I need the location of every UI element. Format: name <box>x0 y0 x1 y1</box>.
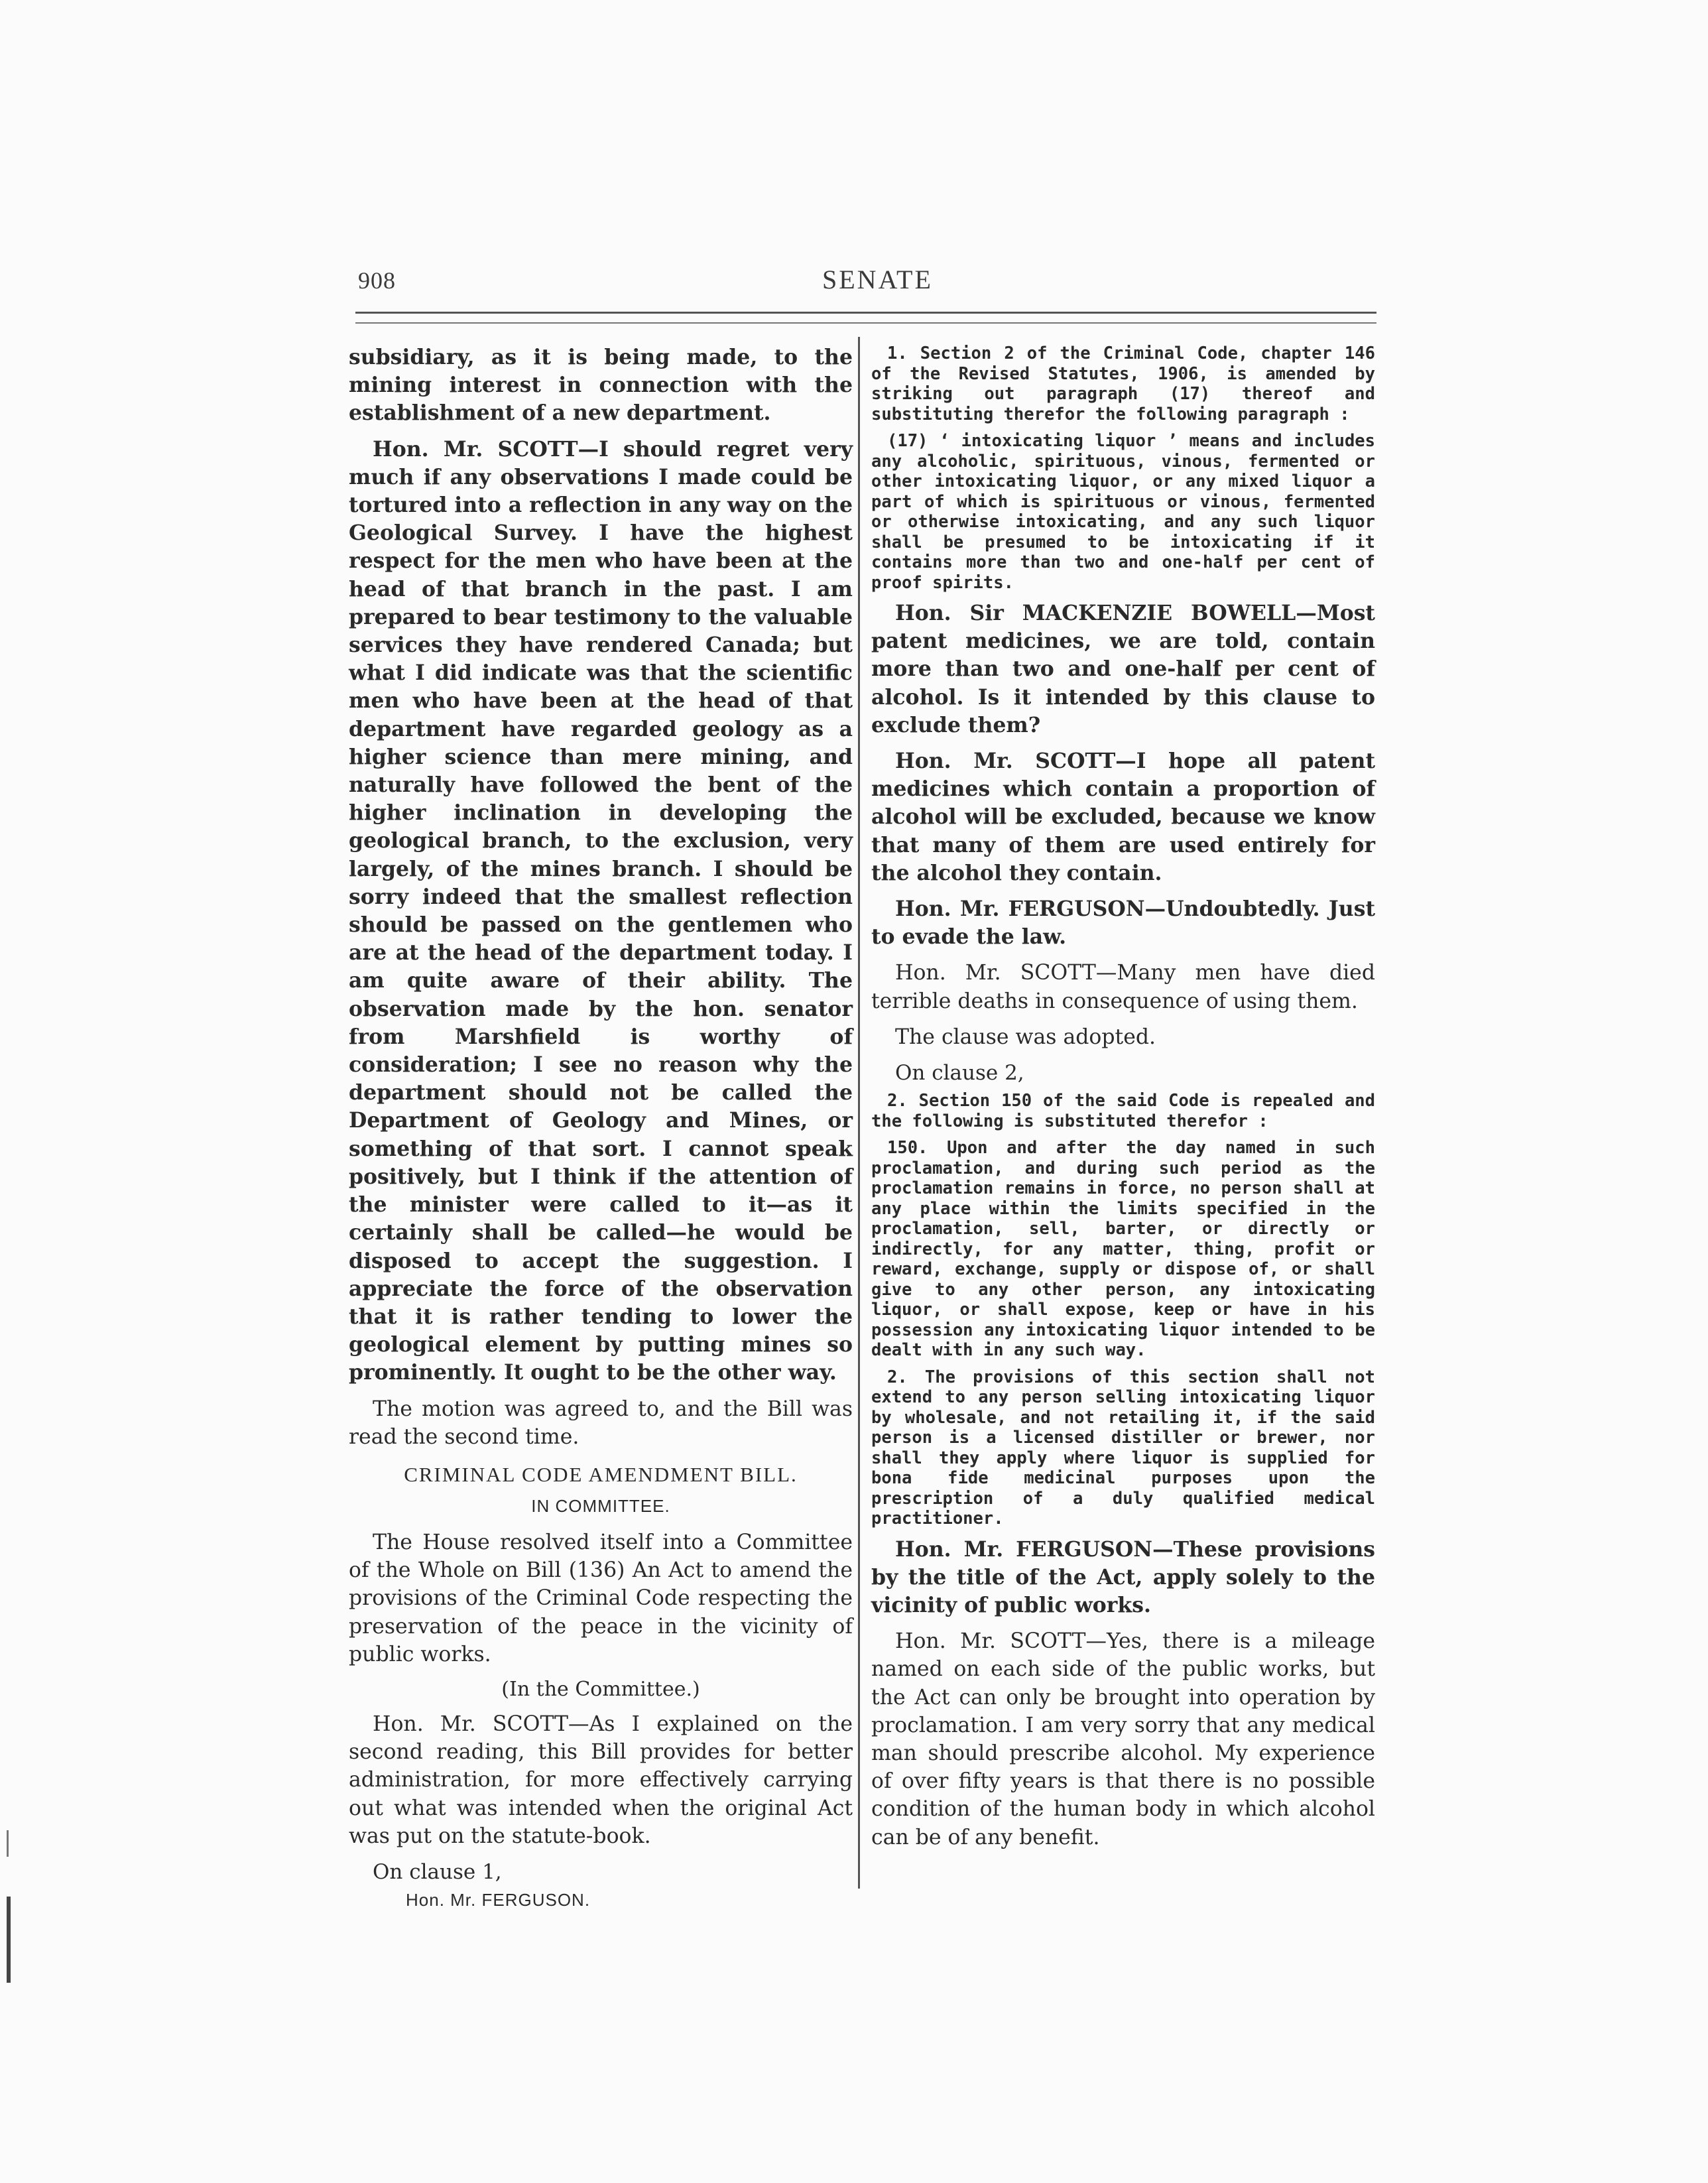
scott-speech: Hon. Mr. SCOTT—Yes, there is a mileage named on each side of the public works, but the Act can only be brought into operation by proclamation. I am very sorry that any medical man should prescribe alcohol. My experience of over fifty years is that there is no possible condition of the human body in which alcohol can be of any benefit. <box>871 1629 1375 1849</box>
ferguson-speech: Hon. Mr. FERGUSON—Undoubtedly. Just to evade the law. <box>871 897 1375 950</box>
committee-paragraph: The House resolved itself into a Committee of the Whole on Bill (136) An Act to amend the provisions of the Criminal Code respecting the preservation of the peace in the vicinity of public works. <box>349 1530 853 1666</box>
section-heading: CRIMINAL CODE AMENDMENT BILL. <box>404 1462 798 1486</box>
statute-text: 150. Upon and after the day named in such proclamation, and during such period as the proclamation remains in force, no person shall at any place within the limits specified in the proclamation, sell, barter, or directly or indirectly, for any matter, thing, profit or reward, exchange, supply or dispose of, or shall give to any other person, any intoxicating liquor, or shall expose, keep or have in his possession any intoxicating liquor intended to be dealt with in any such way. <box>871 1138 1375 1361</box>
left-column <box>349 343 853 1910</box>
motion-agreed-paragraph: The motion was agreed to, and the Bill was read the second time. <box>349 1397 853 1449</box>
bowell-speech: Hon. Sir MACKENZIE BOWELL—Most patent medicines, we are told, contain more than two and one-half per cent of alcohol. Is it intended by this clause to exclude them? <box>871 601 1375 737</box>
header-rule <box>355 312 1376 314</box>
right-column <box>871 343 1375 1859</box>
section-subheading: IN COMMITTEE. <box>531 1495 670 1516</box>
committee-note: (In the Committee.) <box>501 1677 700 1701</box>
ferguson-speech: Hon. Mr. FERGUSON—These provisions by the title of the Act, apply solely to the vicinity of public works. <box>871 1536 1375 1617</box>
statute-text: (17) ‘ intoxicating liquor ’ means and includes any alcoholic, spirituous, vinous, fermented or other intoxicating liquor, or any mixed liquor a part of which is spirituous or vinous, fermented or otherwise intoxicating, and any such liquor shall be presumed to be intoxicating if it contains more than two and one-half per cent of proof spirits. <box>871 431 1375 593</box>
running-head: SENATE <box>822 265 933 294</box>
scan-margin-bar <box>7 1897 11 1983</box>
clause-adopted: The clause was adopted. <box>895 1025 1156 1049</box>
statute-text: 2. The provisions of this section shall not extend to any person selling intoxicating liquor by wholesale, and not retailing it, if the said person is a licensed distiller or brewer, nor shall they apply where liquor is supplied for bona fide medicinal purposes upon the prescription of a duly qualified medical practitioner. <box>871 1367 1375 1529</box>
header-rule-secondary <box>355 322 1376 324</box>
continued-paragraph: subsidiary, as it is being made, to the mining interest in connection with the establishment of a new department. <box>349 345 853 426</box>
clause-marker: On clause 2, <box>895 1061 1024 1086</box>
scott-explanation: Hon. Mr. SCOTT—As I explained on the second reading, this Bill provides for better administration, for more effectively carrying out what was intended when the original Act was put on the statute-book. <box>349 1712 853 1848</box>
statute-text: 1. Section 2 of the Criminal Code, chapter 146 of the Revised Statutes, 1906, is amended by striking out paragraph (17) thereof and substituting therefor the following paragraph : <box>871 343 1375 424</box>
scott-speech: Hon. Mr. SCOTT—Many men have died terrible deaths in consequence of using them. <box>871 961 1375 1013</box>
page-number: 908 <box>358 267 396 294</box>
clause-marker: On clause 1, <box>373 1859 502 1884</box>
scott-speech: Hon. Mr. SCOTT—I should regret very much if any observations I made could be tortured into a reflection in any way on the Geological Survey. I have the highest respect for the men who have been at the head of that branch in the past. I am prepared to bear testimony to the valuable services they have rendered Canada; but what I did indicate was that the scientific men who have been at the head of that department have regarded geology as a higher science than mere mining, and naturally have followed the bent of the higher inclination in developing the geological branch, to the exclusion, very largely, of the mines branch. I should be sorry indeed that the smallest reflection should be passed on the gentlemen who are at the head of the department today. I am quite aware of their ability. The observation made by the hon. senator from Marshfield is worthy of consideration; I see no reason why the department should not be called the Department of Geology and Mines, or something of that sort. I cannot speak positively, but I think if the attention of the minister were called to it—as it certainly shall be called—he would be disposed to accept the suggestion. I appreciate the force of the observation that it is rather tending to lower the geological element by putting mines so prominently. It ought to be the other way. <box>349 436 853 1385</box>
column-divider <box>858 337 860 1889</box>
scan-margin-mark <box>7 1830 9 1857</box>
scott-speech: Hon. Mr. SCOTT—I hope all patent medicines which contain a proportion of alcohol will be excluded, because we know that many of them are used entirely for the alcohol they contain. <box>871 749 1375 885</box>
statute-text: 2. Section 150 of the said Code is repealed and the following is substituted therefor : <box>871 1091 1375 1131</box>
speaker-signature: Hon. Mr. FERGUSON. <box>406 1889 591 1910</box>
